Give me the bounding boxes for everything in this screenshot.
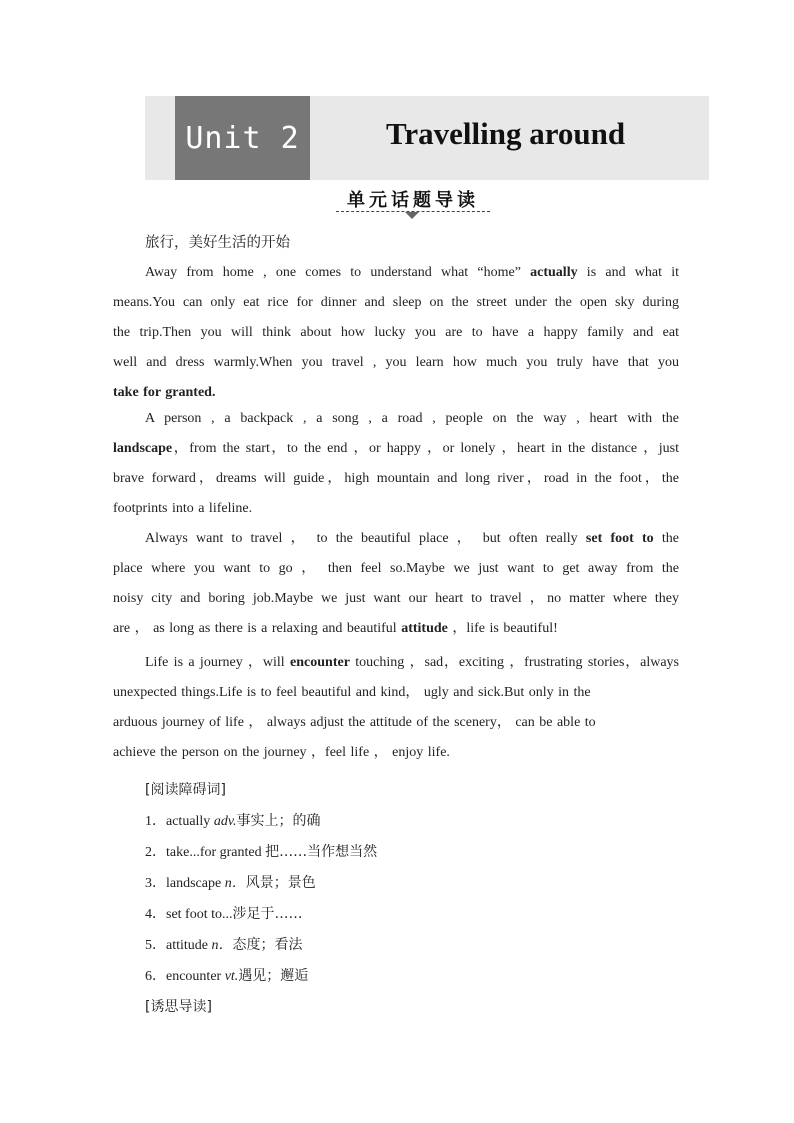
keyword-set-foot-to: set foot to xyxy=(585,531,654,546)
section-heading: 单元话题导读 xyxy=(347,190,479,211)
vocab-item: 4．set foot to...涉足于…… xyxy=(145,906,303,922)
vocab-item: 6．encounter vt.遇见；邂逅 xyxy=(145,968,309,984)
keyword-attitude: attitude xyxy=(401,621,448,636)
paragraph-2: A person , a backpack , a song , a road , people on the way , heart with the landscape，from the start，to the end ，or happy ，or lonely ，heart in the distance ，just brave forward，dreams will guide，high mountain and long river，road in the foot，the footprints into a lifeline. xyxy=(113,411,679,516)
paragraph-3: Always want to travel ， to the beautiful place ， but often really set foot to the place where you want to go ， then feel so.Maybe we just want to get away from the noisy city and boring job.Maybe we just want our heart to travel ，no matter where they are ， as long as there is a relaxing and beautiful attitude ，life is beautiful! xyxy=(113,531,679,636)
keyword-encounter: encounter xyxy=(290,655,350,670)
paragraph-1: Away from home , one comes to understand what “home” actually is and what it means.You can only eat rice for dinner and sleep on the street under the open sky during the trip.Then you will think about how lucky you are to have a happy family and eat well and dress warmly.When you travel , you learn how much you truly have that you take for granted. xyxy=(113,265,679,400)
vocab-item: 1．actually adv.事实上；的确 xyxy=(145,813,321,829)
keyword-take-for-granted: take for granted. xyxy=(113,385,216,400)
reading-obstacles-heading: [阅读障碍词] xyxy=(145,782,226,798)
vocab-item: 2．take...for granted 把……当作想当然 xyxy=(145,844,378,860)
vocab-item: 3．landscape n．风景；景色 xyxy=(145,875,316,891)
section-marker-icon xyxy=(405,212,419,219)
unit-title: Travelling around xyxy=(386,116,626,151)
keyword-actually: actually xyxy=(530,265,578,280)
paragraph-4: Life is a journey ，will encounter touching ，sad，exciting ，frustrating stories，always unexpected things.Life is to feel beautiful and kind， ugly and sick.But only in the arduous journey of life ， always adjust the attitude of the scenery， can be able to achieve the person on the journey ，feel life ， enjoy life. xyxy=(113,655,679,760)
guide-heading: [诱思导读] xyxy=(145,999,212,1015)
unit-label: Unit 2 xyxy=(175,96,310,180)
vocab-item: 5．attitude n．态度；看法 xyxy=(145,937,303,953)
keyword-landscape: landscape xyxy=(113,441,173,456)
topic-subtitle: 旅行，美好生活的开始 xyxy=(145,235,290,251)
